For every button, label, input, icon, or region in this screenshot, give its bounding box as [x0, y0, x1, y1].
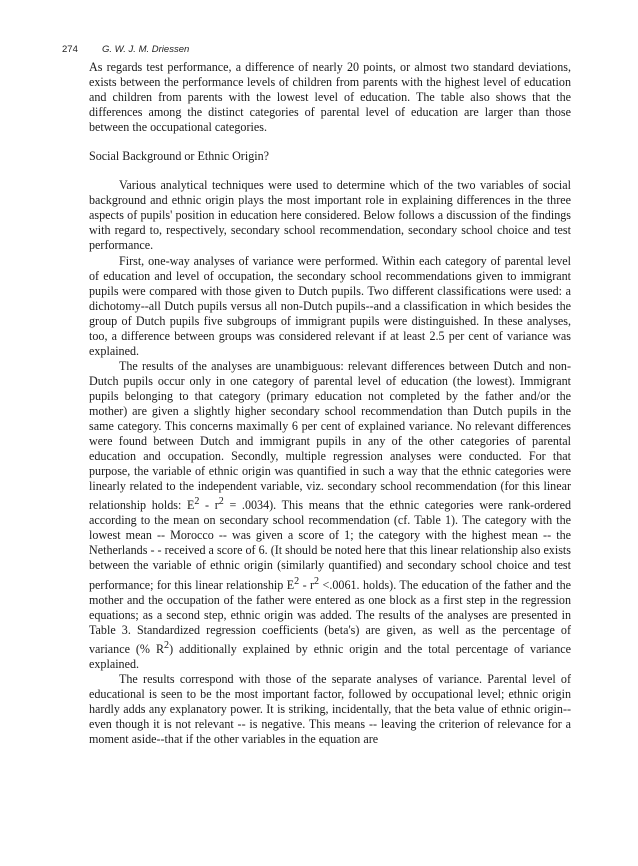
paragraph-analytical-techniques: Various analytical techniques were used to determine which of the two variables of social background and ethnic origin plays the most important role in explaining differences in the three aspects of pupils' position in education here considered. Below follows a discussion of the findings with regard to, respectively, secondary school recommendation, secondary school choice and test performance.: [89, 178, 571, 253]
paragraph-one-way-anova: First, one-way analyses of variance were performed. Within each category of parental level of education and level of occupation, the secondary school recommendations given to immigrant pupils were compared with those given to Dutch pupils. Two different classifications were used: a dichotomy--all Dutch pupils versus all non-Dutch pupils--and a classification in which besides the group of Dutch pupils five subgroups of immigrant pupils were distinguished. In these analyses, too, a difference between groups was considered relevant if at least 2.5 per cent of variance was explained.: [89, 253, 571, 358]
article-body: [89, 60, 571, 747]
running-head-author: G. W. J. M. Driessen: [102, 44, 190, 55]
equation-e2-r2-first: $E^2 - r^2 = .0034$: [186, 496, 270, 513]
paragraph-test-performance: As regards test performance, a difference of nearly 20 points, or almost two standard deviations, exists between the performance levels of children from parents with the highest level of education and children from parents with the lowest level of education. The table also shows that the differences among the distinct categories of parental level of education are larger than those between the occupational categories.: [89, 60, 571, 135]
equation-e2-r2-second: $E^2 - r^2 <.0061$.: [286, 575, 360, 592]
page-number: 274: [62, 44, 78, 55]
section-heading: Social Background or Ethnic Origin?: [89, 149, 270, 164]
results-text-part-3: holds). The education of the father and the mother and the occupation of the father were entered as one block as a first step in the regression equations; as a second step, ethnic origin was added. The results of the analyses are presented in Table 3. Standardized regression coefficients (beta's) are given, as well as the percentage of variance (% R: [89, 577, 571, 656]
results-text-part-1: The results of the analyses are unambiguous: relevant differences between Dutch and non-Dutch pupils occur only in one category of parental level of education (the lowest). Immigrant pupils belonging to that category (primary education not completed by the father and/or the mother) are given a slightly higher secondary school recommendation than Dutch pupils in the same category. This concerns maximally 6 per cent of explained variance. No relevant differences were found between Dutch and immigrant pupils in any of the other categories of parental education and occupation. Secondly, multiple regression analyses were conducted. For that purpose, the variable of ethnic origin was quantified in such a way that the ethnic categories were linearly related to the independent variable, viz. secondary school recommendation (for this linear relationship holds:: [89, 358, 571, 513]
paragraph-correspondence: The results correspond with those of the separate analyses of variance. Parental level of educational is seen to be the most important factor, followed by occupational level; ethnic origin hardly adds any explanatory power. It is striking, incidentally, that the beta value of ethnic origin--even though it is not relevant -- is negative. This means -- leaving the criterion of relevance for a moment aside--that if the other variables in the equation are: [89, 671, 571, 747]
paragraph-results: [89, 359, 571, 672]
r-squared-superscript: 2: [164, 639, 170, 651]
running-head: [62, 44, 189, 55]
results-text-part-2: ). This means that the ethnic categories were rank-ordered according to the mean on secondary school recommendation (cf. Table 1). The category with the lowest mean -- Morocco -- was given a score of 1; the category with the highest mean -- the Netherlands - - received a score of 6. (It should be noted here that this linear relationship also exists between the variable of ethnic origin (similarly quantified) and secondary school choice and test performance; for this linear relationship: [89, 498, 571, 592]
results-text-part-4: ) additionally explained by ethnic origin and the total percentage of variance explained.: [89, 641, 571, 671]
